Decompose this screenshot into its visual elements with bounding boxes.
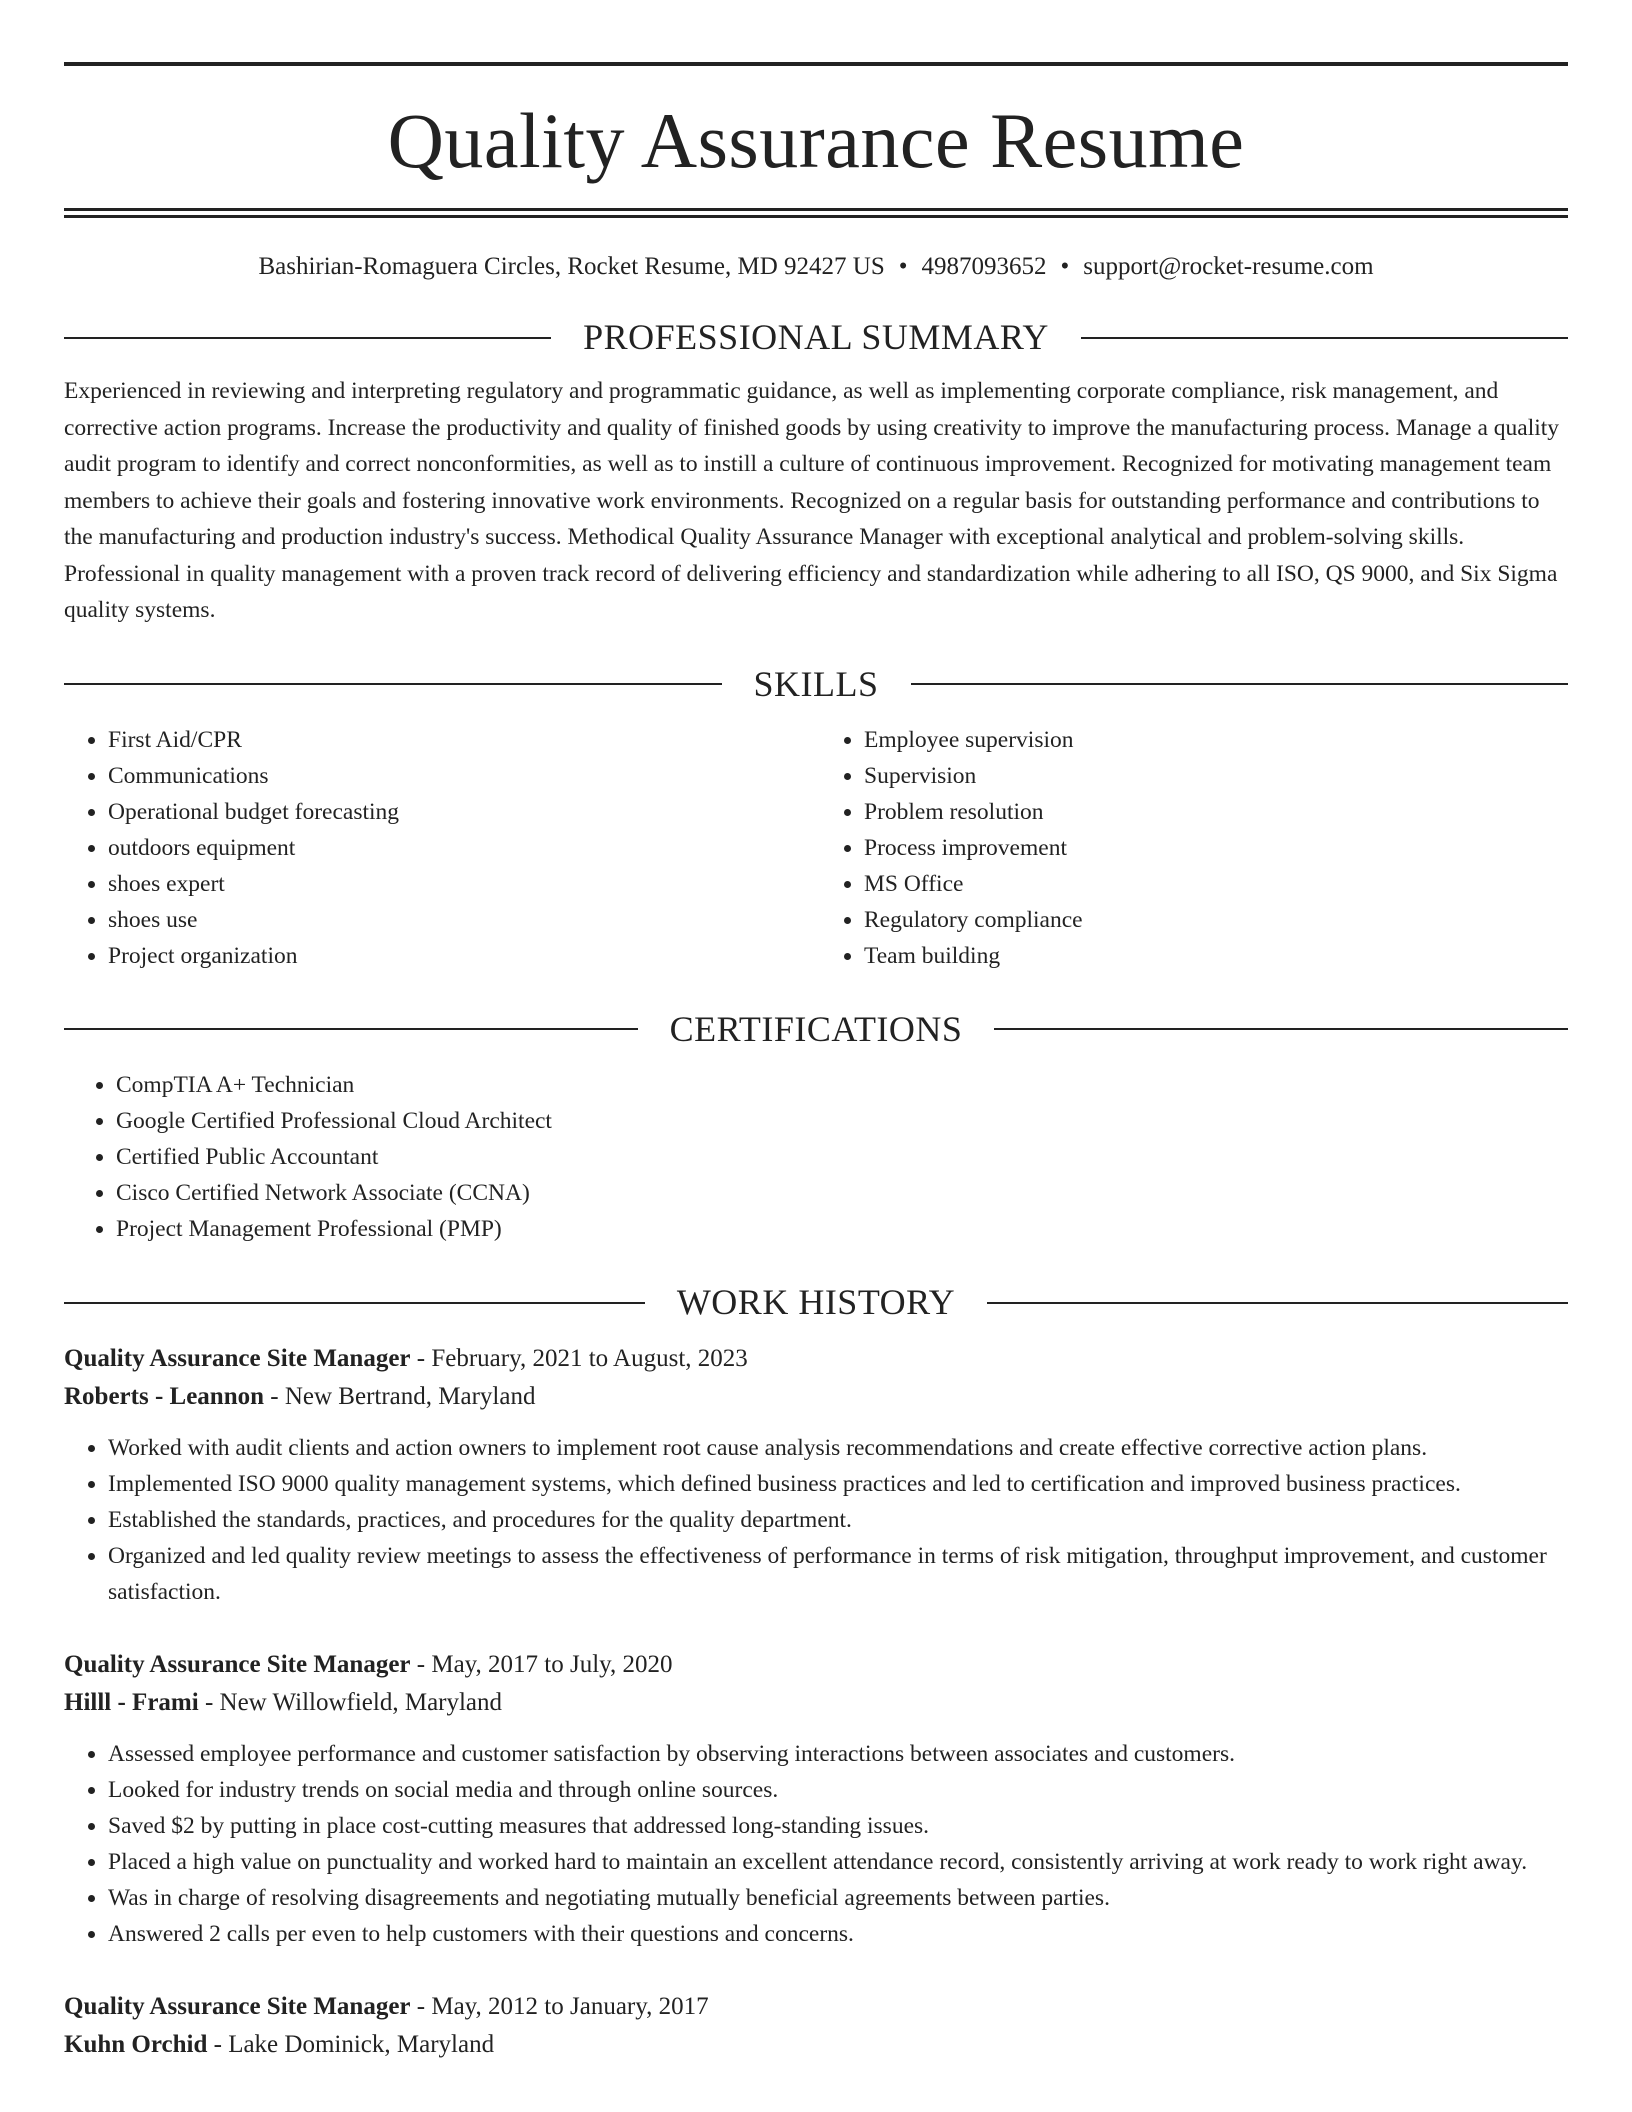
skill-item: • Operational budget forecasting — [108, 794, 812, 830]
job-company-line: Roberts - Leannon - New Bertrand, Maryland — [64, 1383, 536, 1411]
section-rule — [1081, 337, 1568, 339]
job-duty: • Answered 2 calls per even to help customers with their questions and concerns. — [108, 1916, 1568, 1952]
certification-item: • Certified Public Accountant — [116, 1139, 1568, 1175]
job-entry — [64, 1646, 1568, 1952]
job-dates: May, 2017 to July, 2020 — [431, 1651, 673, 1679]
contact-line — [64, 252, 1568, 282]
job-duties — [64, 1736, 1568, 1952]
skill-item: • Communications — [108, 758, 812, 794]
job-title-line: Quality Assurance Site Manager - May, 2017 to July, 2020 — [64, 1651, 673, 1679]
job-duty: • Looked for industry trends on social media and through online sources. — [108, 1772, 1568, 1808]
skill-item: • Team building — [864, 938, 1568, 974]
certifications-heading: CERTIFICATIONS — [669, 1008, 963, 1049]
certification-item: • CompTIA A+ Technician — [116, 1067, 1568, 1103]
skill-item: • MS Office — [864, 866, 1568, 902]
job-location: Lake Dominick, Maryland — [228, 2031, 495, 2059]
contact-phone: 4987093652 — [921, 253, 1047, 280]
section-rule — [64, 337, 551, 339]
job-duties — [64, 1430, 1568, 1610]
job-title-line: Quality Assurance Site Manager - May, 2012 to January, 2017 — [64, 1993, 709, 2021]
summary-section-header — [64, 316, 1568, 359]
contact-separator: • — [1060, 253, 1070, 280]
job-title: Quality Assurance Site Manager — [64, 1345, 411, 1373]
certifications-section-header — [64, 1008, 1568, 1051]
section-rule — [64, 683, 722, 685]
top-rule — [64, 62, 1568, 66]
work-heading: WORK HISTORY — [676, 1282, 956, 1323]
job-company: Roberts - Leannon — [64, 1383, 265, 1411]
summary-heading: PROFESSIONAL SUMMARY — [583, 317, 1049, 357]
job-duty: • Implemented ISO 9000 quality management systems, which defined business practices and led to certification and improved business practices. — [108, 1466, 1568, 1502]
skills-section-header — [64, 663, 1568, 706]
resume-title: Quality Assurance Resume — [387, 97, 1245, 184]
skill-item: • Process improvement — [864, 830, 1568, 866]
job-company: Kuhn Orchid — [64, 2031, 208, 2059]
skills-list-right — [812, 722, 1568, 974]
job-duty: • Placed a high value on punctuality and worked hard to maintain an excellent attendance record, consistently arriving at work ready to work right away. — [108, 1844, 1568, 1880]
skill-item: • Supervision — [864, 758, 1568, 794]
certifications-block — [64, 1067, 1568, 1247]
job-company-line: Hilll - Frami - New Willowfield, Maryland — [64, 1689, 503, 1717]
job-dates: May, 2012 to January, 2017 — [431, 1993, 709, 2021]
job-duty: • Saved $2 by putting in place cost-cutting measures that addressed long-standing issues. — [108, 1808, 1568, 1844]
job-title: Quality Assurance Site Manager — [64, 1651, 411, 1679]
contact-separator: • — [898, 253, 908, 280]
skills-columns — [64, 722, 1568, 974]
section-rule — [987, 1302, 1568, 1304]
skills-list-left — [64, 722, 812, 974]
certification-item: • Project Management Professional (PMP) — [116, 1211, 1568, 1247]
skill-item: • Project organization — [108, 938, 812, 974]
work-section-header — [64, 1281, 1568, 1324]
job-title-line: Quality Assurance Site Manager - February, 2021 to August, 2023 — [64, 1345, 748, 1373]
job-duty: • Worked with audit clients and action owners to implement root cause analysis recommendations and create effective corrective action plans. — [108, 1430, 1568, 1466]
skill-item: • Regulatory compliance — [864, 902, 1568, 938]
job-location: New Willowfield, Maryland — [219, 1689, 503, 1717]
certifications-list — [64, 1067, 1568, 1247]
contact-address: Bashirian-Romaguera Circles, Rocket Resume, MD 92427 US — [258, 253, 885, 280]
summary-text: Experienced in reviewing and interpreting regulatory and programmatic guidance, as well as implementing corporate compliance, risk management, and corrective action programs. Increase the productivity and quality of finished goods by using creativity to improve the manufacturing process. Manage a quality audit program to identify and correct nonconformities, as well as to instill a culture of continuous improvement. Recognized for motivating management team members to achieve their goals and fostering innovative work environments. Recognized on a regular basis for outstanding performance and contributions to the manufacturing and production industry's success. Methodical Quality Assurance Manager with exceptional analytical and problem-solving skills. Professional in quality management with a proven track record of delivering efficiency and standardization while adhering to all ISO, QS 9000, and Six Sigma quality systems. — [64, 378, 1560, 624]
section-rule — [911, 683, 1569, 685]
job-duty: • Organized and led quality review meetings to assess the effectiveness of performance in terms of risk mitigation, throughput improvement, and customer satisfaction. — [108, 1538, 1568, 1610]
job-dates: February, 2021 to August, 2023 — [431, 1345, 748, 1373]
skill-item: • First Aid/CPR — [108, 722, 812, 758]
job-duty: • Was in charge of resolving disagreements and negotiating mutually beneficial agreements between parties. — [108, 1880, 1568, 1916]
section-rule — [64, 1302, 645, 1304]
job-duty: • Assessed employee performance and customer satisfaction by observing interactions between associates and customers. — [108, 1736, 1568, 1772]
skill-item: • outdoors equipment — [108, 830, 812, 866]
job-duty: • Established the standards, practices, and procedures for the quality department. — [108, 1502, 1568, 1538]
certification-item: • Google Certified Professional Cloud Architect — [116, 1103, 1568, 1139]
title-double-rule — [64, 208, 1568, 218]
certification-item: • Cisco Certified Network Associate (CCNA) — [116, 1175, 1568, 1211]
job-entry — [64, 1988, 1568, 2064]
skill-item: • Employee supervision — [864, 722, 1568, 758]
section-rule — [994, 1028, 1568, 1030]
skills-heading: SKILLS — [753, 663, 879, 704]
job-company: Hilll - Frami — [64, 1689, 199, 1717]
skill-item: • shoes expert — [108, 866, 812, 902]
job-title: Quality Assurance Site Manager — [64, 1993, 411, 2021]
contact-email: support@rocket-resume.com — [1083, 253, 1374, 280]
job-company-line: Kuhn Orchid - Lake Dominick, Maryland — [64, 2031, 495, 2059]
section-rule — [64, 1028, 638, 1030]
job-entry — [64, 1340, 1568, 1610]
skill-item: • shoes use — [108, 902, 812, 938]
skill-item: • Problem resolution — [864, 794, 1568, 830]
job-location: New Bertrand, Maryland — [284, 1383, 536, 1411]
